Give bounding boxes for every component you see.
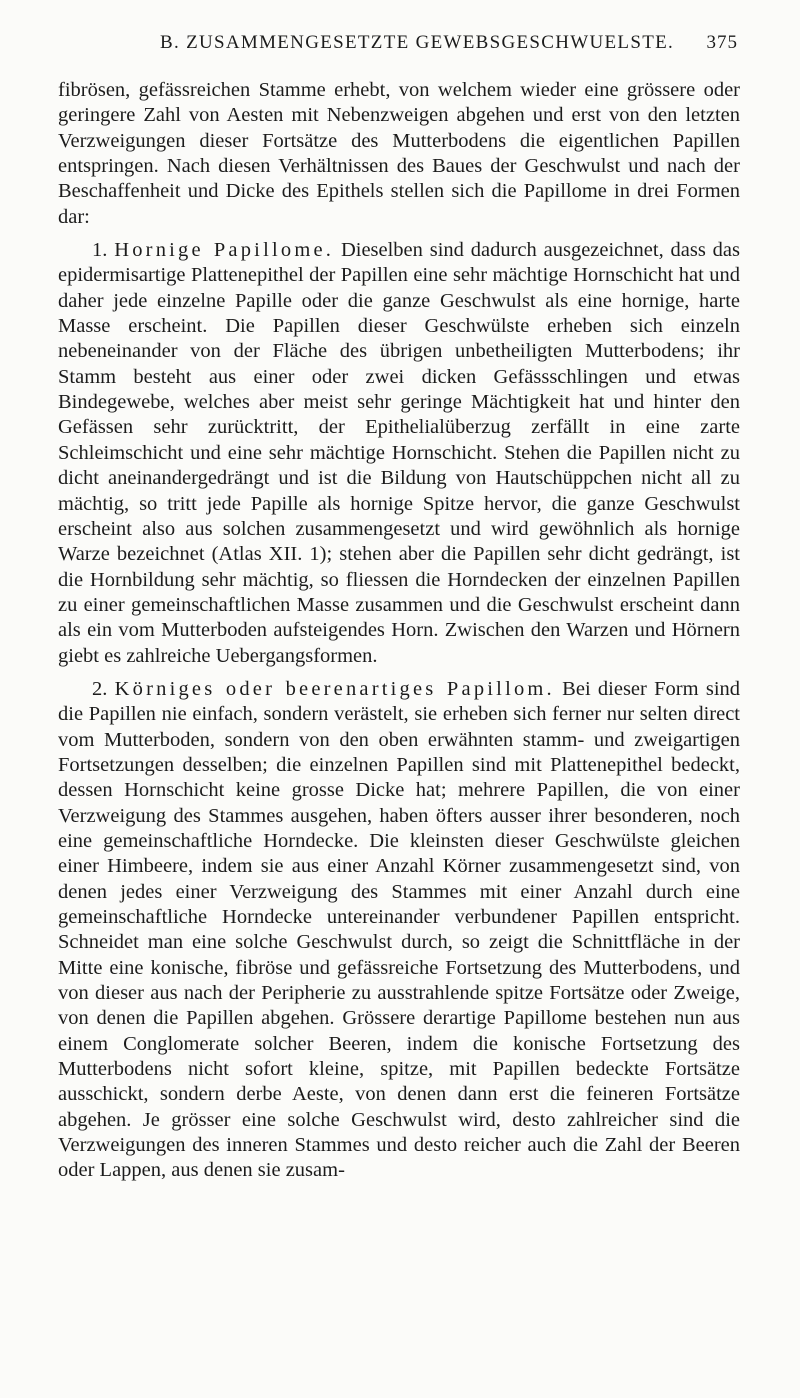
paragraph-koerniges-papillom xyxy=(58,677,740,1184)
page-number: 375 xyxy=(706,32,738,53)
paragraph-hornige-papillome xyxy=(58,238,740,669)
item-number: 1. xyxy=(92,239,108,262)
running-head xyxy=(0,32,800,62)
section-heading: Körniges oder beerenartiges Papillom. xyxy=(114,677,555,700)
running-title: B. ZUSAMMENGESETZTE GEWEBSGESCHWUELSTE. xyxy=(160,32,675,53)
section-heading: Hornige Papillome. xyxy=(114,239,335,262)
body-text xyxy=(58,78,740,1184)
paragraph-text: Bei dieser Form sind die Papillen nie einfach, sondern verästelt, sie erheben sich ferner nur selten direct vom Mutterboden, sondern von den oben erwähnten stamm- und zweigartigen Fortsetzungen desselben; die einzelnen Papillen sind mit Plattenepithel bedeckt, dessen Hornschicht keine grosse Dicke hat; mehrere Papillen, die von einer Verzweigung des Stammes ausgehen, haben öfters ausser ihrer besonderen, noch eine gemeinschaftliche Horndecke. Die kleinsten dieser Geschwülste gleichen einer Himbeere, indem sie aus einer Anzahl Körner zusammengesetzt sind, von denen jedes einer Verzweigung des Stammes mit einer Anzahl durch eine gemeinschaftliche Horndecke untereinander verbundener Papillen entspricht. Schneidet man eine solche Geschwulst durch, so zeigt die Schnittfläche in der Mitte eine konische, fibröse und gefässreiche Fortsetzung des Mutterbodens, und von dieser aus nach der Peripherie zu ausstrahlende spitze Fortsätze oder Zweige, von denen die Papillen abgehen. Grössere derartige Papillome bestehen nun aus einem Conglomerate solcher Beeren, indem die konische Fortsetzung des Mutterbodens nicht sofort kleine, spitze, mit Papillen bedeckte Fortsätze ausschickt, sondern derbe Aeste, von denen dann erst die feineren Fortsätze abgehen. Je grösser eine solche Geschwulst wird, desto zahlreicher sind die Verzweigungen des inneren Stammes und desto reicher auch die Zahl der Beeren oder Lappen, aus denen sie zusam- xyxy=(58,677,741,1182)
paragraph-intro-text: fibrösen, gefässreichen Stamme erhebt, von welchem wieder eine grössere oder geringere Zahl von Aesten mit Nebenzweigen abgehen und erst von den letzten Verzweigungen dieser Fortsätze des Mutterbodens die eigentlichen Papillen entspringen. Nach diesen Verhältnissen des Baues der Geschwulst und nach der Beschaffenheit und Dicke des Epithels stellen sich die Papillome in drei Formen dar: xyxy=(58,79,740,228)
item-number: 2. xyxy=(92,677,108,700)
paragraph-intro xyxy=(58,78,740,230)
paragraph-text: Dieselben sind dadurch ausgezeichnet, dass das epidermisartige Plattenepithel der Papillen eine sehr mächtige Hornschicht hat und daher jede einzelne Papille oder die ganze Geschwulst als eine hornige, harte Masse erscheint. Die Papillen dieser Geschwülste erheben sich einzeln nebeneinander von der Fläche des übrigen unbetheiligten Mutterbodens; ihr Stamm besteht aus einer oder zwei dicken Gefässschlingen und etwas Bindegewebe, welches aber meist sehr geringe Mächtigkeit hat und hinter den Gefässen sehr zurücktritt, der Epithelialüberzug zerfällt in eine zarte Schleimschicht und eine sehr mächtige Hornschicht. Stehen die Papillen nicht zu dicht aneinandergedrängt und ist die Bildung von Hautschüppchen nicht all zu mächtig, so tritt jede Papille als hornige Spitze hervor, die ganze Geschwulst erscheint also aus solchen zusammengesetzt und wird gewöhnlich als hornige Warze bezeichnet (Atlas XII. 1); stehen aber die Papillen sehr dicht gedrängt, ist die Hornbildung sehr mächtig, so fliessen die Horndecken der einzelnen Papillen zu einer gemeinschaftlichen Masse zusammen und die Geschwulst erscheint dann als ein vom Mutterboden aufsteigendes Horn. Zwischen den Warzen und Hörnern giebt es zahlreiche Uebergangsformen. xyxy=(58,239,741,667)
